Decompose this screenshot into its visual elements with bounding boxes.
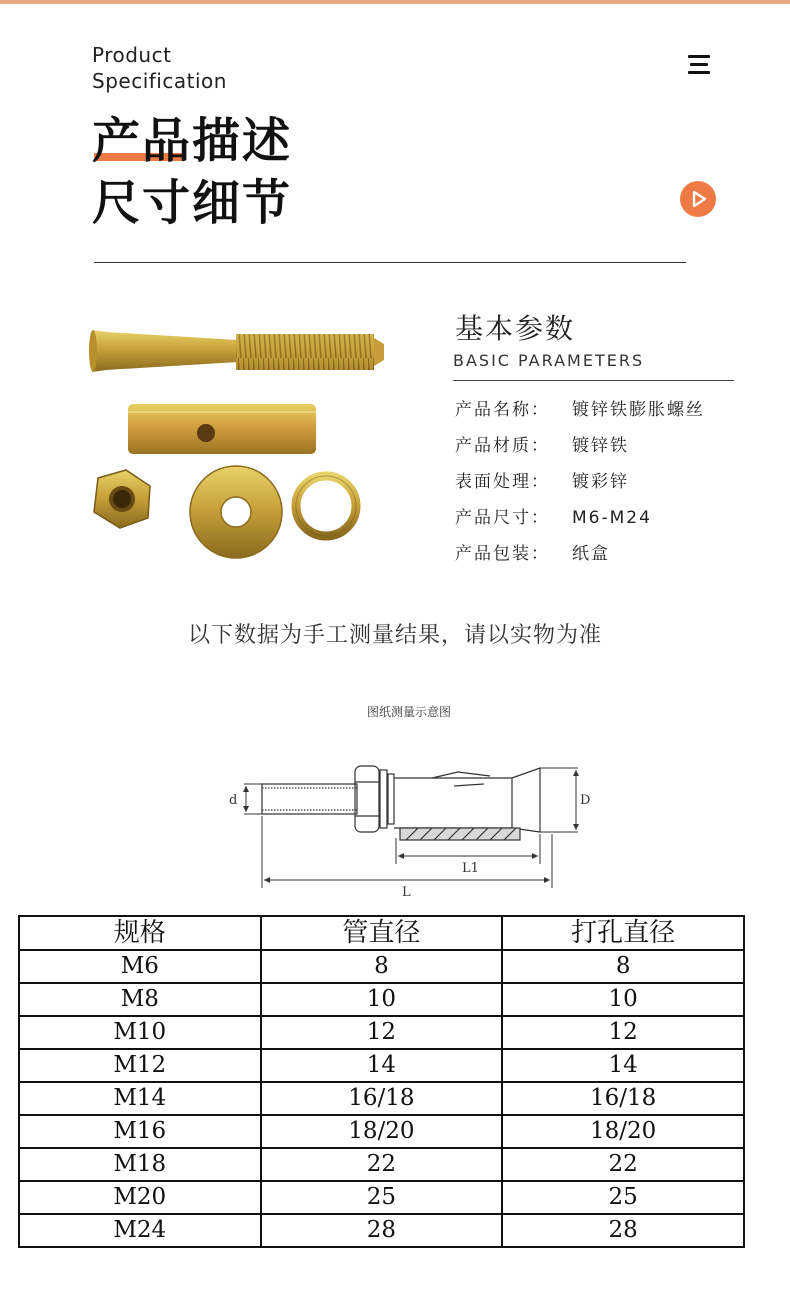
cell-spec: M8 <box>19 983 261 1016</box>
table-row <box>19 1016 744 1049</box>
param-label: 产品尺寸： <box>455 508 550 528</box>
param-label: 表面处理： <box>455 472 550 492</box>
param-row-name <box>455 397 705 433</box>
bolt <box>89 330 384 372</box>
page-title-line1: 产品描述 <box>92 113 293 169</box>
cell-drill: 14 <box>502 1049 744 1082</box>
param-value: 镀锌铁 <box>572 436 629 456</box>
params-divider <box>453 380 734 381</box>
cell-tube: 22 <box>261 1148 503 1181</box>
header-en-line2: Specification <box>92 69 227 93</box>
param-value: M6-M24 <box>572 508 652 528</box>
params-list <box>455 397 705 577</box>
cell-spec: M16 <box>19 1115 261 1148</box>
cell-drill: 25 <box>502 1181 744 1214</box>
param-label: 产品包装： <box>455 544 550 564</box>
cell-tube: 12 <box>261 1016 503 1049</box>
label-d: d <box>229 793 238 808</box>
page-title-line2: 尺寸细节 <box>92 175 293 231</box>
param-value: 镀锌铁膨胀螺丝 <box>572 400 705 420</box>
cell-drill: 16/18 <box>502 1082 744 1115</box>
spec-table <box>18 915 745 1248</box>
params-subtitle: BASIC PARAMETERS <box>453 351 645 370</box>
table-row <box>19 1148 744 1181</box>
header-spec: 规格 <box>19 916 261 950</box>
cell-spec: M14 <box>19 1082 261 1115</box>
hex-nut <box>94 470 150 528</box>
label-D: D <box>580 793 591 808</box>
cell-spec: M18 <box>19 1148 261 1181</box>
cell-spec: M12 <box>19 1049 261 1082</box>
label-L: L <box>402 885 411 900</box>
cell-tube: 8 <box>261 950 503 983</box>
header-drill-diameter: 打孔直径 <box>502 916 744 950</box>
cell-spec: M10 <box>19 1016 261 1049</box>
table-row <box>19 1181 744 1214</box>
top-accent-bar <box>0 0 790 4</box>
cell-drill: 28 <box>502 1214 744 1247</box>
cell-drill: 8 <box>502 950 744 983</box>
cell-drill: 18/20 <box>502 1115 744 1148</box>
param-label: 产品材质： <box>455 436 550 456</box>
table-row <box>19 983 744 1016</box>
measurement-note: 以下数据为手工测量结果，请以实物为准 <box>187 623 602 648</box>
param-label: 产品名称： <box>455 400 550 420</box>
measurement-drawing <box>222 752 592 902</box>
header-tube-diameter: 管直径 <box>261 916 503 950</box>
play-icon <box>680 181 716 217</box>
param-row-size <box>455 505 705 541</box>
drawing-caption: 图纸测量示意图 <box>366 705 451 719</box>
cell-tube: 16/18 <box>261 1082 503 1115</box>
play-button[interactable] <box>680 181 716 217</box>
cell-spec: M6 <box>19 950 261 983</box>
param-value: 纸盒 <box>572 544 610 564</box>
param-row-package <box>455 541 705 577</box>
header-divider <box>94 262 686 263</box>
label-L1: L1 <box>462 861 479 876</box>
table-row <box>19 1115 744 1148</box>
product-photo <box>78 318 388 568</box>
flat-washer <box>190 466 282 558</box>
spring-washer <box>296 476 356 536</box>
table-row <box>19 1214 744 1247</box>
table-row <box>19 1049 744 1082</box>
sleeve <box>128 404 316 454</box>
cell-spec: M20 <box>19 1181 261 1214</box>
table-row <box>19 1082 744 1115</box>
cell-spec: M24 <box>19 1214 261 1247</box>
cell-drill: 12 <box>502 1016 744 1049</box>
cell-drill: 22 <box>502 1148 744 1181</box>
cell-tube: 10 <box>261 983 503 1016</box>
param-row-material <box>455 433 705 469</box>
table-row <box>19 950 744 983</box>
cell-tube: 14 <box>261 1049 503 1082</box>
param-row-surface <box>455 469 705 505</box>
table-header-row <box>19 916 744 950</box>
header-en-line1: Product <box>92 43 172 67</box>
params-title: 基本参数 <box>455 312 576 345</box>
cell-tube: 28 <box>261 1214 503 1247</box>
cell-tube: 18/20 <box>261 1115 503 1148</box>
menu-icon[interactable] <box>688 55 710 75</box>
param-value: 镀彩锌 <box>572 472 629 492</box>
header-english <box>92 42 227 94</box>
cell-tube: 25 <box>261 1181 503 1214</box>
cell-drill: 10 <box>502 983 744 1016</box>
